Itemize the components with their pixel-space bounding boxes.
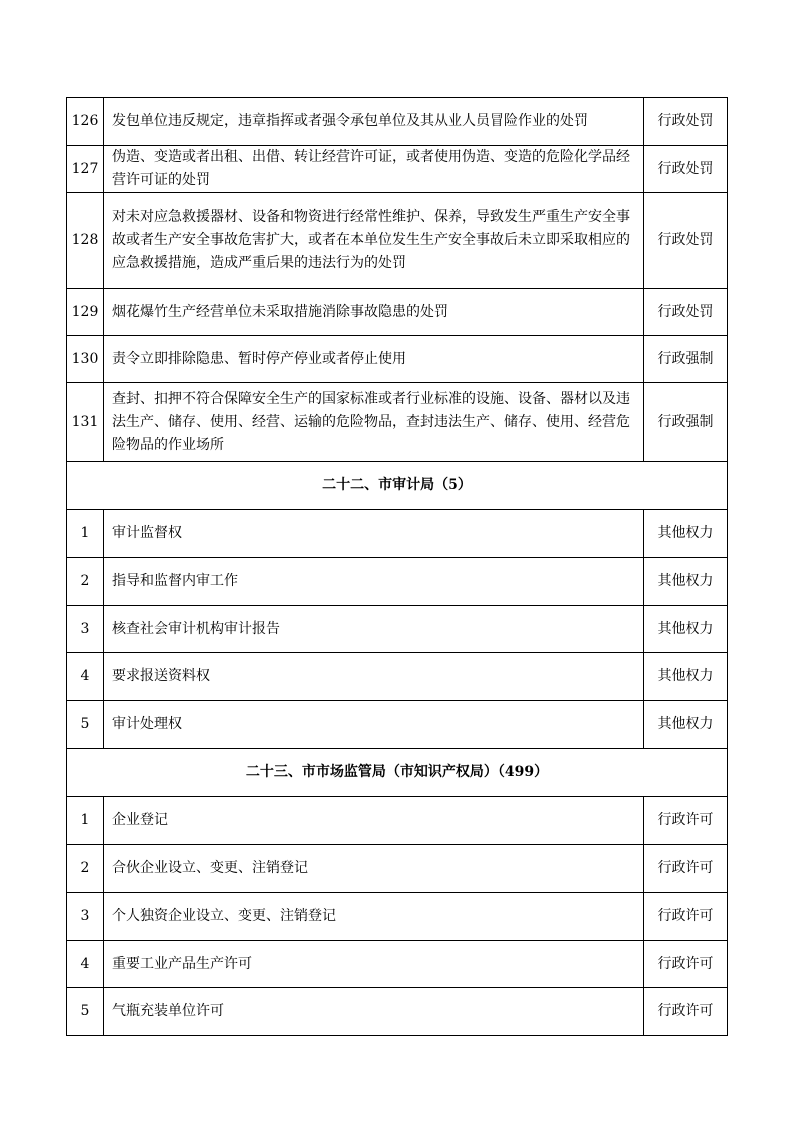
row-category: 其他权力 <box>644 701 728 749</box>
table-row <box>67 941 728 988</box>
row-number: 5 <box>67 988 104 1036</box>
table-row <box>67 797 728 845</box>
row-number: 131 <box>67 383 104 462</box>
row-item-name: 指导和监督内审工作 <box>104 558 644 606</box>
row-category: 其他权力 <box>644 510 728 558</box>
row-number: 1 <box>67 797 104 845</box>
row-item-name: 伪造、变造或者出租、出借、转让经营许可证，或者使用伪造、变造的危险化学品经营许可证的处罚 <box>104 146 644 193</box>
table-row <box>67 146 728 193</box>
row-number: 4 <box>67 941 104 988</box>
row-item-name: 发包单位违反规定，违章指挥或者强令承包单位及其从业人员冒险作业的处罚 <box>104 98 644 146</box>
table-row <box>67 701 728 749</box>
row-item-name: 合伙企业设立、变更、注销登记 <box>104 845 644 893</box>
row-number: 1 <box>67 510 104 558</box>
section-title: 二十三、市市场监管局（市知识产权局）（499） <box>67 749 728 797</box>
table-row <box>67 193 728 289</box>
row-category: 行政许可 <box>644 893 728 941</box>
row-category: 其他权力 <box>644 558 728 606</box>
row-number: 3 <box>67 606 104 653</box>
power-list-table <box>66 97 728 1036</box>
row-item-name: 查封、扣押不符合保障安全生产的国家标准或者行业标准的设施、设备、器材以及违法生产、储存、使用、经营、运输的危险物品，查封违法生产、储存、使用、经营危险物品的作业场所 <box>104 383 644 462</box>
row-item-name: 对未对应急救援器材、设备和物资进行经常性维护、保养，导致发生严重生产安全事故或者生产安全事故危害扩大，或者在本单位发生生产安全事故后未立即采取相应的应急救援措施，造成严重后果的违法行为的处罚 <box>104 193 644 289</box>
row-number: 128 <box>67 193 104 289</box>
row-number: 2 <box>67 845 104 893</box>
table-row <box>67 606 728 653</box>
row-category: 行政处罚 <box>644 193 728 289</box>
row-category: 其他权力 <box>644 606 728 653</box>
row-number: 126 <box>67 98 104 146</box>
row-item-name: 重要工业产品生产许可 <box>104 941 644 988</box>
section-header-row <box>67 462 728 510</box>
table-row <box>67 336 728 383</box>
row-number: 3 <box>67 893 104 941</box>
table-row <box>67 988 728 1036</box>
section-title: 二十二、市审计局（5） <box>67 462 728 510</box>
row-number: 4 <box>67 653 104 701</box>
row-category: 行政强制 <box>644 336 728 383</box>
row-category: 行政许可 <box>644 941 728 988</box>
row-number: 130 <box>67 336 104 383</box>
row-item-name: 烟花爆竹生产经营单位未采取措施消除事故隐患的处罚 <box>104 289 644 336</box>
row-number: 2 <box>67 558 104 606</box>
row-category: 行政许可 <box>644 988 728 1036</box>
row-category: 其他权力 <box>644 653 728 701</box>
row-item-name: 企业登记 <box>104 797 644 845</box>
row-category: 行政许可 <box>644 845 728 893</box>
table-row <box>67 289 728 336</box>
section-header-row <box>67 749 728 797</box>
row-category: 行政处罚 <box>644 146 728 193</box>
table-row <box>67 893 728 941</box>
row-category: 行政许可 <box>644 797 728 845</box>
row-item-name: 要求报送资料权 <box>104 653 644 701</box>
table-row <box>67 558 728 606</box>
row-item-name: 气瓶充装单位许可 <box>104 988 644 1036</box>
table-row <box>67 845 728 893</box>
row-number: 5 <box>67 701 104 749</box>
table-row <box>67 510 728 558</box>
row-number: 127 <box>67 146 104 193</box>
row-item-name: 个人独资企业设立、变更、注销登记 <box>104 893 644 941</box>
row-item-name: 责令立即排除隐患、暂时停产停业或者停止使用 <box>104 336 644 383</box>
row-item-name: 核查社会审计机构审计报告 <box>104 606 644 653</box>
row-item-name: 审计监督权 <box>104 510 644 558</box>
table-row <box>67 98 728 146</box>
table-row <box>67 383 728 462</box>
row-category: 行政处罚 <box>644 289 728 336</box>
row-category: 行政处罚 <box>644 98 728 146</box>
row-item-name: 审计处理权 <box>104 701 644 749</box>
row-category: 行政强制 <box>644 383 728 462</box>
row-number: 129 <box>67 289 104 336</box>
table-row <box>67 653 728 701</box>
